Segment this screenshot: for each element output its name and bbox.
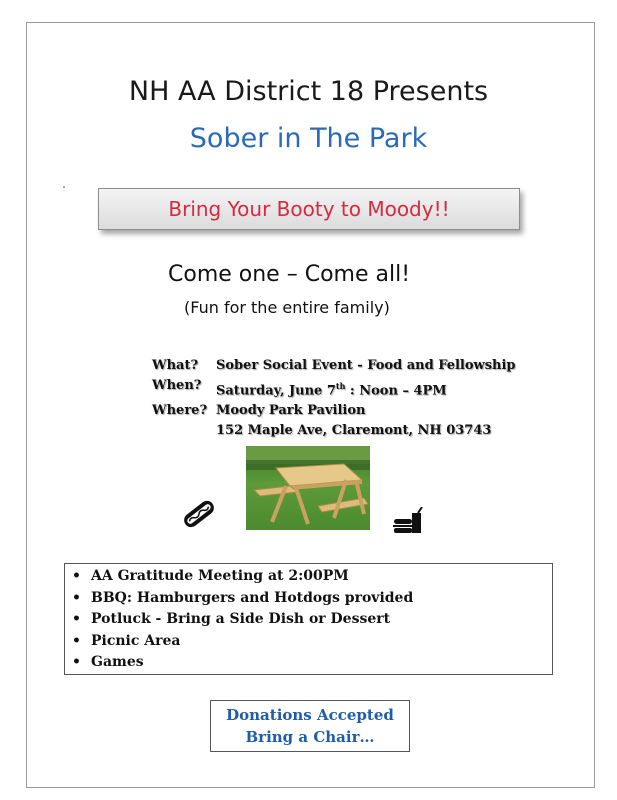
list-item xyxy=(72,609,413,631)
activity-potluck: Potluck - Bring a Side Dish or Dessert xyxy=(91,611,391,627)
event-title: Sober in The Park xyxy=(189,123,428,154)
when-date: Saturday, June 7 xyxy=(216,383,336,399)
hotdog-icon xyxy=(180,496,218,537)
where-row xyxy=(152,401,516,421)
picnic-table-drawing xyxy=(246,446,370,530)
burger-fries-drink-icon xyxy=(392,507,426,540)
when-row xyxy=(152,376,516,401)
bullet-icon: • xyxy=(72,654,81,670)
scan-speck xyxy=(63,186,65,188)
what-row xyxy=(152,356,516,376)
when-date-suffix: th xyxy=(335,381,346,391)
invite-subline: (Fun for the entire family) xyxy=(184,298,390,317)
activities-list xyxy=(72,566,413,674)
bring-chair-text: Bring a Chair… xyxy=(245,728,375,746)
bullet-icon: • xyxy=(72,632,81,649)
list-item xyxy=(72,588,413,610)
when-label: When? xyxy=(152,378,202,393)
list-item xyxy=(72,566,413,588)
activity-picnic: Picnic Area xyxy=(91,632,181,649)
activity-bbq: BBQ: Hamburgers and Hotdogs provided xyxy=(91,589,414,606)
activity-games: Games xyxy=(91,654,144,670)
when-time: : Noon – 4PM xyxy=(345,383,447,399)
bullet-icon: • xyxy=(72,568,81,584)
picnic-table-photo xyxy=(246,446,370,530)
when-value xyxy=(216,376,447,401)
activity-meeting: AA Gratitude Meeting at 2:00PM xyxy=(91,568,349,584)
donations-box xyxy=(210,700,410,752)
bullet-icon: • xyxy=(72,611,81,627)
list-item xyxy=(72,631,413,653)
invite-headline: Come one – Come all! xyxy=(168,262,411,287)
presenter-title: NH AA District 18 Presents xyxy=(128,76,489,107)
what-label: What? xyxy=(152,358,199,373)
donations-text: Donations Accepted xyxy=(226,706,394,724)
bullet-icon: • xyxy=(72,589,81,606)
address-value: 152 Maple Ave, Claremont, NH 03743 xyxy=(216,423,492,439)
tagline-banner xyxy=(98,188,520,230)
address-row xyxy=(152,421,516,441)
what-value: Sober Social Event - Food and Fellowship xyxy=(216,358,516,373)
event-details xyxy=(152,356,516,441)
where-value: Moody Park Pavilion xyxy=(216,403,366,419)
tagline-text: Bring Your Booty to Moody!! xyxy=(168,197,450,221)
where-label: Where? xyxy=(152,403,208,419)
list-item xyxy=(72,652,413,674)
